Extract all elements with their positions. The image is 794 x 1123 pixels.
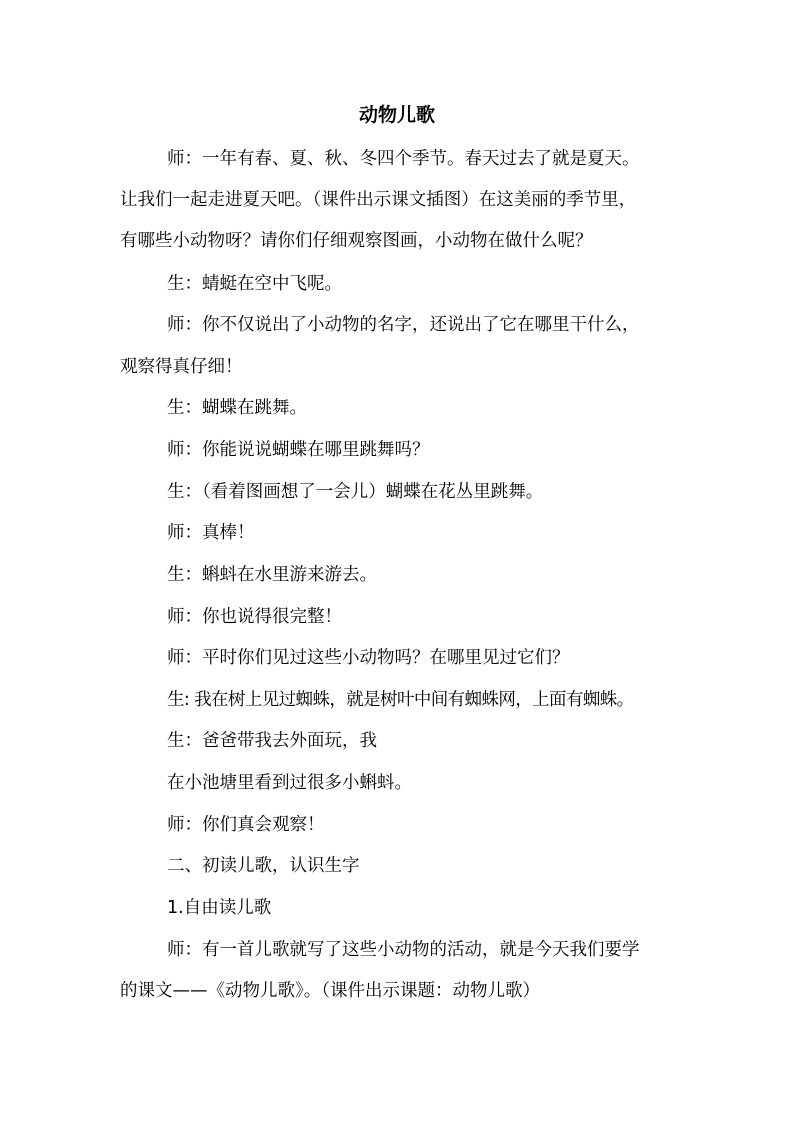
paragraph-line: 师：有一首儿歌就写了这些小动物的活动，就是今天我们要学 (167, 940, 640, 960)
document-title: 动物儿歌 (358, 104, 435, 126)
paragraph-line: 生：蝴蝶在跳舞。 (167, 398, 307, 418)
paragraph-line: 生：蝌蚪在水里游来游去。 (167, 565, 377, 585)
paragraph-line: 师：你能说说蝴蝶在哪里跳舞吗？ (167, 440, 430, 460)
paragraph-line: 观察得真仔细！ (120, 357, 243, 377)
paragraph-line: 生：爸爸带我去外面玩，我 (167, 731, 377, 751)
paragraph-line: 师：你们真会观察！ (167, 815, 325, 835)
section-heading: 二、初读儿歌，认识生字 (167, 856, 360, 876)
paragraph-line: 师：一年有春、夏、秋、冬四个季节。春天过去了就是夏天。 (167, 149, 640, 169)
subsection-heading: 1.自由读儿歌 (167, 898, 272, 918)
paragraph-line: 师：平时你们见过这些小动物吗？在哪里见过它们？ (167, 648, 570, 668)
paragraph-line: 生：（看着图画想了一会儿）蝴蝶在花丛里跳舞。 (167, 482, 544, 502)
paragraph-line: 在小池塘里看到过很多小蝌蚪。 (167, 773, 412, 793)
paragraph-line: 让我们一起走进夏天吧。（课件出示课文插图）在这美丽的季节里， (120, 190, 637, 210)
paragraph-line: 生: 我在树上见过蜘蛛，就是树叶中间有蜘蛛网，上面有蜘蛛。 (167, 690, 634, 710)
paragraph-line: 有哪些小动物呀？请你们仔细观察图画，小动物在做什么呢？ (120, 231, 593, 251)
paragraph-line: 生：蜻蜓在空中飞呢。 (167, 274, 342, 294)
paragraph-line: 师：你不仅说出了小动物的名字，还说出了它在哪里干什么， (167, 315, 640, 335)
paragraph-line: 的课文——《动物儿歌》。（课件出示课题：动物儿歌） (120, 981, 540, 1001)
paragraph-line: 师：真棒！ (167, 523, 255, 543)
paragraph-line: 师：你也说得很完整！ (167, 607, 342, 627)
